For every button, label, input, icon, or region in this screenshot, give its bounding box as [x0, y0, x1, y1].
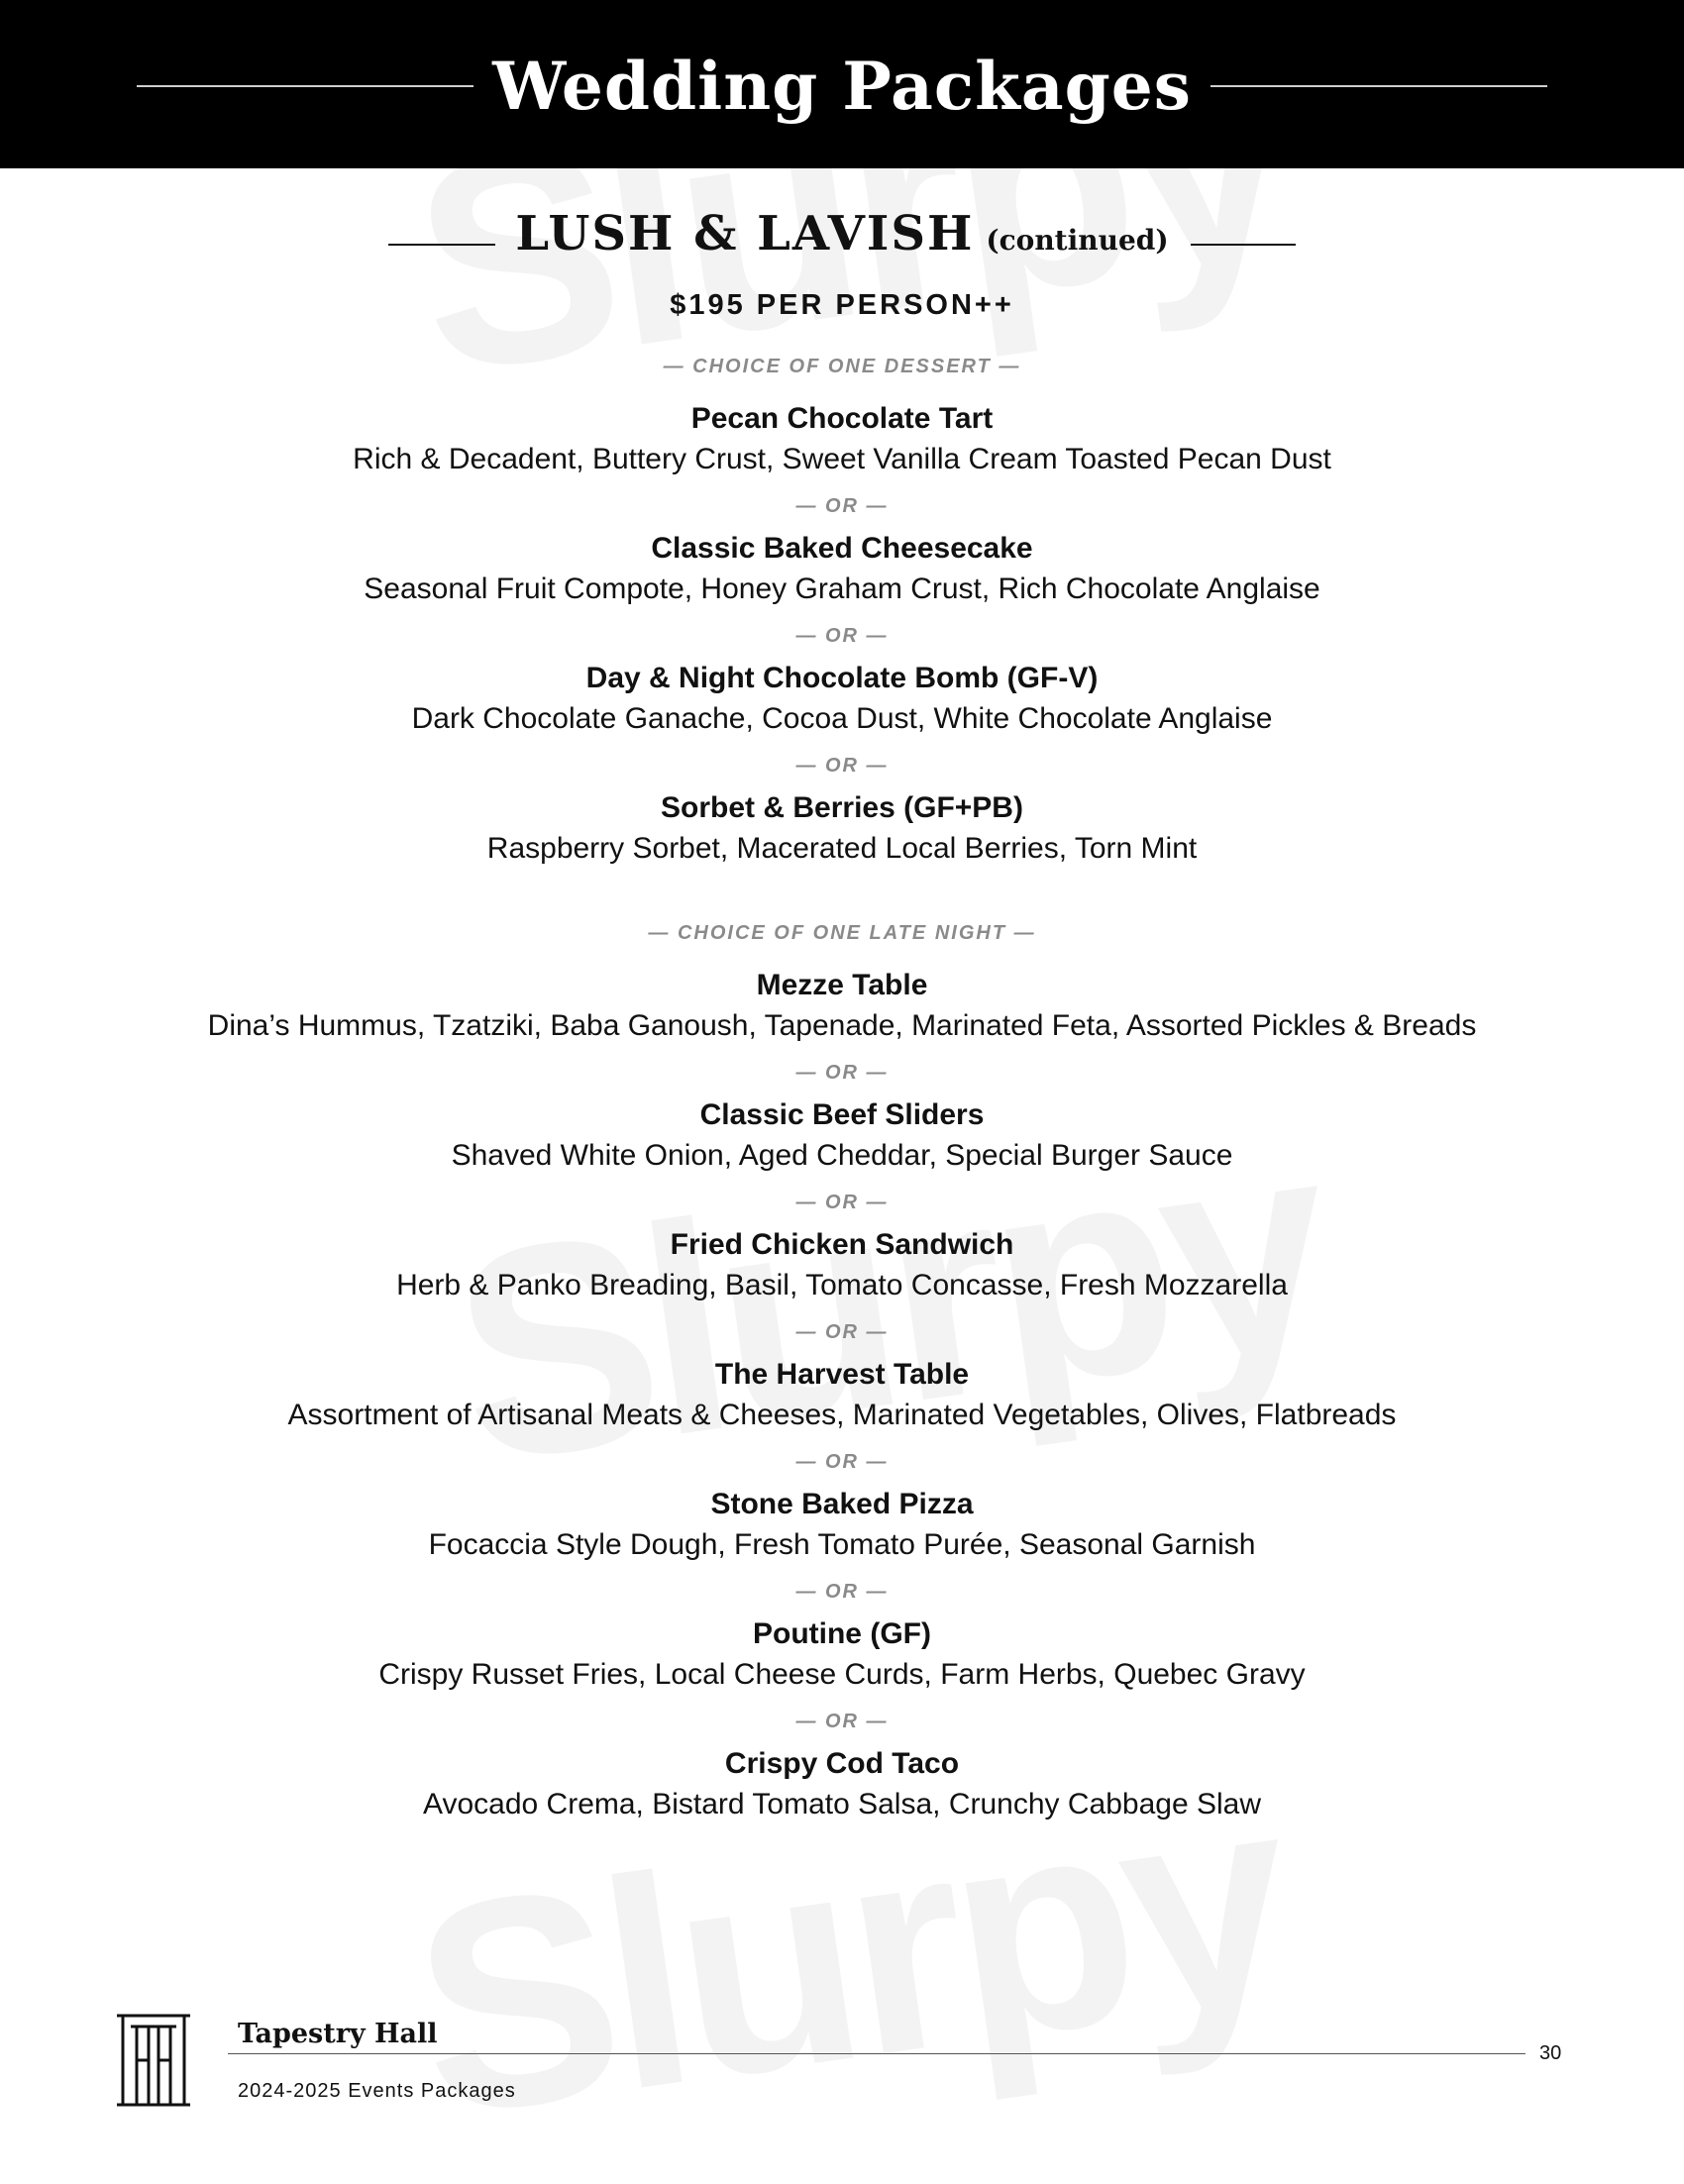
or-separator: — OR —: [795, 1321, 889, 1343]
header-divider-left: [137, 85, 474, 87]
menu-item-name: Classic Beef Sliders: [699, 1098, 985, 1131]
menu-item-description: Dina’s Hummus, Tzatziki, Baba Ganoush, Tapenade, Marinated Feta, Assorted Pickles & Breads: [207, 1009, 1477, 1042]
menu-item: [0, 789, 1684, 871]
menu-item: [0, 400, 1684, 481]
menu-item-description: Seasonal Fruit Compote, Honey Graham Crust, Rich Chocolate Anglaise: [364, 572, 1320, 605]
page-number: 30: [1539, 2042, 1562, 2064]
menu-sections: [0, 356, 1684, 1826]
menu-item: [0, 1745, 1684, 1826]
menu-item-name: Pecan Chocolate Tart: [690, 402, 994, 435]
menu-item: [0, 530, 1684, 611]
menu-item-name: Sorbet & Berries (GF+PB): [661, 791, 1023, 824]
menu-item: [0, 1356, 1684, 1437]
or-separator: — OR —: [795, 625, 889, 647]
menu-item-description: Rich & Decadent, Buttery Crust, Sweet Vanilla Cream Toasted Pecan Dust: [353, 443, 1331, 475]
menu-item-description: Raspberry Sorbet, Macerated Local Berries, Torn Mint: [486, 832, 1198, 865]
package-suffix: (continued): [986, 224, 1169, 257]
or-separator: — OR —: [795, 1711, 889, 1732]
menu-item: [0, 1226, 1684, 1307]
or-separator: — OR —: [795, 495, 889, 517]
menu-item: [0, 967, 1684, 1048]
footer-brand: Tapestry Hall: [238, 2019, 438, 2049]
package-name: LUSH & LAVISH: [515, 206, 975, 261]
package-price: $195 PER PERSON++: [670, 289, 1014, 321]
menu-item-description: Dark Chocolate Ganache, Cocoa Dust, White Chocolate Anglaise: [411, 702, 1273, 735]
menu-item-name: Poutine (GF): [753, 1617, 931, 1650]
footer-subtitle: 2024-2025 Events Packages: [238, 2080, 516, 2102]
or-separator: — OR —: [795, 1062, 889, 1084]
page-footer: [0, 2001, 1684, 2120]
section-label: — CHOICE OF ONE DESSERT —: [663, 356, 1021, 377]
section-label: — CHOICE OF ONE LATE NIGHT —: [648, 922, 1036, 944]
menu-item-name: Fried Chicken Sandwich: [670, 1228, 1014, 1261]
menu-item-name: Stone Baked Pizza: [710, 1488, 974, 1520]
package-divider-right: [1191, 244, 1296, 246]
package-heading: [0, 198, 1684, 287]
menu-item-description: Shaved White Onion, Aged Cheddar, Special Burger Sauce: [451, 1139, 1233, 1172]
page-title: Wedding Packages: [492, 48, 1192, 125]
or-separator: — OR —: [795, 1581, 889, 1603]
or-separator: — OR —: [795, 1192, 889, 1213]
menu-item-name: Crispy Cod Taco: [724, 1747, 960, 1780]
menu-item-name: Classic Baked Cheesecake: [651, 532, 1033, 565]
menu-item-name: Day & Night Chocolate Bomb (GF-V): [585, 662, 1099, 694]
menu-item: [0, 1615, 1684, 1697]
menu-item-name: Mezze Table: [756, 969, 928, 1001]
footer-rule: [228, 2053, 1526, 2054]
menu-item-description: Focaccia Style Dough, Fresh Tomato Purée, Seasonal Garnish: [428, 1528, 1256, 1561]
menu-item: [0, 660, 1684, 741]
header-divider-right: [1210, 85, 1547, 87]
menu-item: [0, 1096, 1684, 1178]
menu-item-description: Avocado Crema, Bistard Tomato Salsa, Crunchy Cabbage Slaw: [423, 1788, 1261, 1820]
menu-item-name: The Harvest Table: [714, 1358, 970, 1391]
or-separator: — OR —: [795, 1451, 889, 1473]
menu-item-description: Herb & Panko Breading, Basil, Tomato Concasse, Fresh Mozzarella: [396, 1269, 1288, 1301]
menu-item: [0, 1486, 1684, 1567]
menu-item-description: Crispy Russet Fries, Local Cheese Curds, Farm Herbs, Quebec Gravy: [378, 1658, 1306, 1691]
menu-content: [0, 198, 1684, 1826]
or-separator: — OR —: [795, 755, 889, 777]
page-header: [0, 0, 1684, 168]
package-title: [0, 206, 1684, 261]
tapestry-hall-monogram-icon: [117, 2013, 190, 2108]
menu-item-description: Assortment of Artisanal Meats & Cheeses, Marinated Vegetables, Olives, Flatbreads: [287, 1399, 1397, 1431]
